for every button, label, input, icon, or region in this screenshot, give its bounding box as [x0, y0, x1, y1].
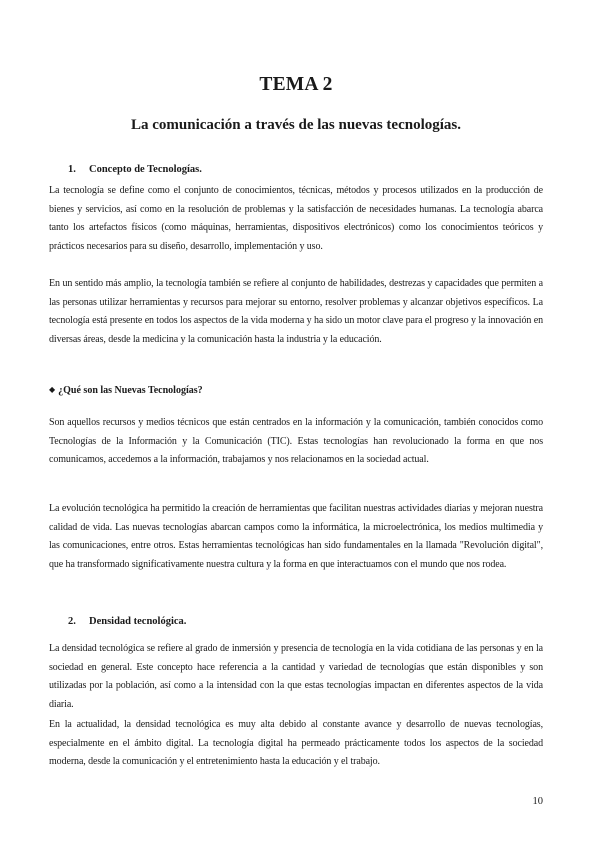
document-page	[49, 0, 543, 848]
diamond-bullet-icon: ◆	[49, 385, 56, 394]
page-number: 10	[532, 796, 543, 807]
page-subtitle: La comunicación a través de las nuevas tecnologías.	[131, 117, 461, 133]
paragraph-2-2: En la actualidad, la densidad tecnológica es muy alta debido al constante avance y desarrollo de nuevas tecnologías, especialmente en el ámbito digital. La tecnología digital ha permeado prácticamente todos los aspectos de la sociedad moderna, desde la comunicación y el entretenimiento hasta la educación y el trabajo.	[49, 719, 543, 768]
section-heading-2	[68, 615, 186, 629]
subquestion-text: ¿Qué son las Nuevas Tecnologías?	[58, 385, 203, 396]
section-number-1: 1.	[68, 164, 76, 175]
paragraph-nt-1: Son aquellos recursos y medios técnicos que están centrados en la información y la comunicación, también conocidos como Tecnologías de la Información y la Comunicación (TIC). Estas tecnologías han revolucionado la forma en que nos comunicamos, accedemos a la información, trabajamos y nos relacionamos en la sociedad actual.	[49, 417, 543, 466]
paragraph-2-1: La densidad tecnológica se refiere al grado de inmersión y presencia de tecnología en la vida cotidiana de las personas y en la sociedad en general. Este concepto hace referencia a la cantidad y variedad de tecnologías que están disponibles y son utilizadas por la población, así como a la intensidad con la que estas tecnologías impactan en diferentes aspectos de la vida diaria.	[49, 643, 543, 710]
page-title: TEMA 2	[259, 74, 333, 95]
paragraph-1-2: En un sentido más amplio, la tecnología también se refiere al conjunto de habilidades, destrezas y capacidades que permiten a las personas utilizar herramientas y recursos para mejorar su entorno, resolver problemas y alcanzar objetivos específicos. La tecnología está presente en todos los aspectos de la vida moderna y ha sido un motor clave para el progreso y la innovación en diversas áreas, desde la medicina y la comunicación hasta la industria y la educación.	[49, 278, 543, 345]
section-number-2: 2.	[68, 616, 76, 627]
paragraph-nt-2: La evolución tecnológica ha permitido la creación de herramientas que facilitan nuestras actividades diarias y mejoran nuestra calidad de vida. Las nuevas tecnologías abarcan campos como la informática, la microelectrónica, los medios multimedia y las comunicaciones, entre otros. Estas herramientas tecnológicas han sido fundamentales en la llamada "Revolución digital", que ha transformado significativamente nuestra cultura y la forma en que interactuamos con el mundo que nos rodea.	[49, 503, 543, 570]
section-title-1: Concepto de Tecnologías.	[89, 164, 202, 175]
subquestion-heading	[49, 383, 203, 398]
section-heading-1	[68, 163, 202, 177]
section-title-2: Densidad tecnológica.	[89, 616, 187, 627]
paragraph-1-1: La tecnología se define como el conjunto de conocimientos, técnicas, métodos y procesos utilizados en la producción de bienes y servicios, así como en la resolución de problemas y la satisfacción de necesidades humanas. La tecnología abarca tanto los artefactos físicos (como máquinas, herramientas, dispositivos electrónicos) como los conocimientos teóricos y prácticos necesarios para su diseño, desarrollo, implementación y uso.	[49, 185, 543, 252]
